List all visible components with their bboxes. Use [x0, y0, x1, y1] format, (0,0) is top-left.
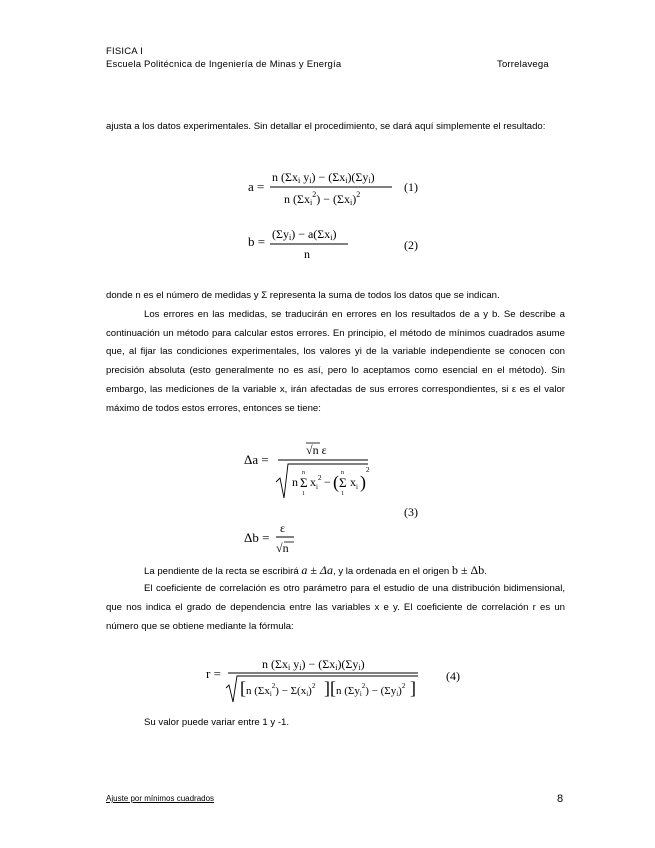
svg-text:][: ][: [324, 678, 336, 698]
svg-text:(: (: [333, 472, 339, 492]
svg-text:−: −: [324, 475, 331, 489]
equation-4-label: (4): [446, 669, 460, 683]
body-block-1: [106, 287, 565, 419]
svg-text:2: 2: [366, 466, 370, 474]
equation-3: [240, 438, 390, 560]
equation-2-label: (2): [404, 238, 418, 252]
range-line: [144, 714, 565, 733]
svg-text:n (Σxi yi) − (Σxi)(Σyi): n (Σxi yi) − (Σxi)(Σyi): [272, 170, 375, 185]
svg-text:1: 1: [302, 491, 305, 497]
svg-text:xi: $x_i$: [350, 475, 358, 491]
svg-text:Δa =: Δa =: [244, 452, 269, 467]
svg-text:n: n: [302, 470, 305, 476]
slope-expression: a ± Δa: [301, 563, 333, 577]
svg-text:n (Σyi2) − (Σyi)2: n $(\Sigma yi^2) - (\Sigma yi)^2$: [336, 682, 406, 698]
svg-text:r =: r =: [206, 666, 221, 681]
header-city: Torrelavega: [497, 59, 549, 70]
svg-text:b =: b =: [248, 234, 266, 249]
equation-3-label: (3): [404, 505, 418, 519]
svg-text:n (Σxi2) − Σ(xi)2: n (Σxi$^2$) − Σ(xi)$^2$: [246, 682, 316, 698]
svg-text:]: ]: [410, 678, 416, 698]
svg-text:1: 1: [341, 491, 344, 497]
svg-text:n: n: [304, 247, 310, 261]
correlation-paragraph: El coeficiente de correlación es otro parámetro para el estudio de una distribución bidimensional, que nos indica el grado de dependencia entre las variables x e y. El coeficiente de correlación r es un número que se obtiene mediante la fórmula:: [106, 583, 565, 632]
header-school: Escuela Politécnica de Ingeniería de Minas y Energía: [106, 59, 342, 70]
equation-2: [240, 224, 390, 264]
equation-4: [200, 652, 440, 706]
svg-text:n: n: [341, 470, 344, 476]
slope-text-a: La pendiente de la recta se escribirá: [144, 566, 299, 577]
svg-text:Δb =: Δb =: [244, 530, 270, 545]
svg-text:√n: √n: [276, 541, 289, 555]
svg-text:[: [: [240, 678, 246, 698]
equation-1-label: (1): [404, 180, 418, 194]
svg-text:ε: ε: [280, 521, 286, 535]
svg-text:n: n: [292, 475, 298, 489]
correlation-block: [106, 580, 565, 636]
svg-text:): ): [360, 472, 366, 492]
errors-paragraph: Los errores en las medidas, se traducirán en errores en los resultados de a y b. Se describe a continuación un método para calcular estos errores. En principio, el método de mínimos cuadrados asume que, al fijar las condiciones experimentales, los valores yi de la variable independiente se conocen con precisión absoluta (esto generalmente no es así, pero lo aceptamos como esencial en el método). Sin embargo, las mediciones de la variable x, irán afectadas de sus errores correspondientes, si ε es el valor máximo de todos estos errores, entonces se tiene:: [106, 308, 565, 414]
slope-line: La pendiente de la recta se escribirá a ± Δa, y la ordenada en el origen b ± Δb.: [144, 563, 487, 577]
page-number: 8: [557, 793, 564, 805]
equation-1: [240, 165, 420, 213]
svg-text:Σ: Σ: [300, 475, 308, 490]
svg-text:xi2: $x_i^2$: [310, 474, 322, 491]
svg-text:a =: a =: [248, 179, 265, 194]
svg-text:n (Σxi yi) − (Σxi)(Σyi): n (Σxi yi) − (Σxi)(Σyi): [262, 657, 365, 672]
svg-text:(Σyi) − a(Σxi): (Σyi) − a(Σxi): [272, 227, 337, 242]
header-course: FISICA I: [106, 46, 143, 57]
slope-text-b: , y la ordenada en el origen: [332, 566, 450, 577]
svg-text:Σ: Σ: [339, 475, 347, 490]
intro-text: ajusta a los datos experimentales. Sin detallar el procedimiento, se dará aquí simplemente el resultado:: [106, 121, 546, 132]
svg-text:√n ε: √n ε: [306, 443, 327, 457]
intercept-expression: b ± Δb: [451, 563, 485, 577]
intro-paragraph: [106, 118, 565, 137]
range-text: Su valor puede variar entre 1 y -1.: [144, 717, 290, 728]
footer-title: Ajuste por mínimos cuadrados: [106, 794, 215, 803]
svg-text:n (Σxi2) − (Σxi)2: n $(\Sigma xi^2) - (\Sigma xi)^2$: [284, 190, 361, 207]
where-text: donde n es el número de medidas y Σ representa la suma de todos los datos que se indican.: [106, 290, 500, 301]
